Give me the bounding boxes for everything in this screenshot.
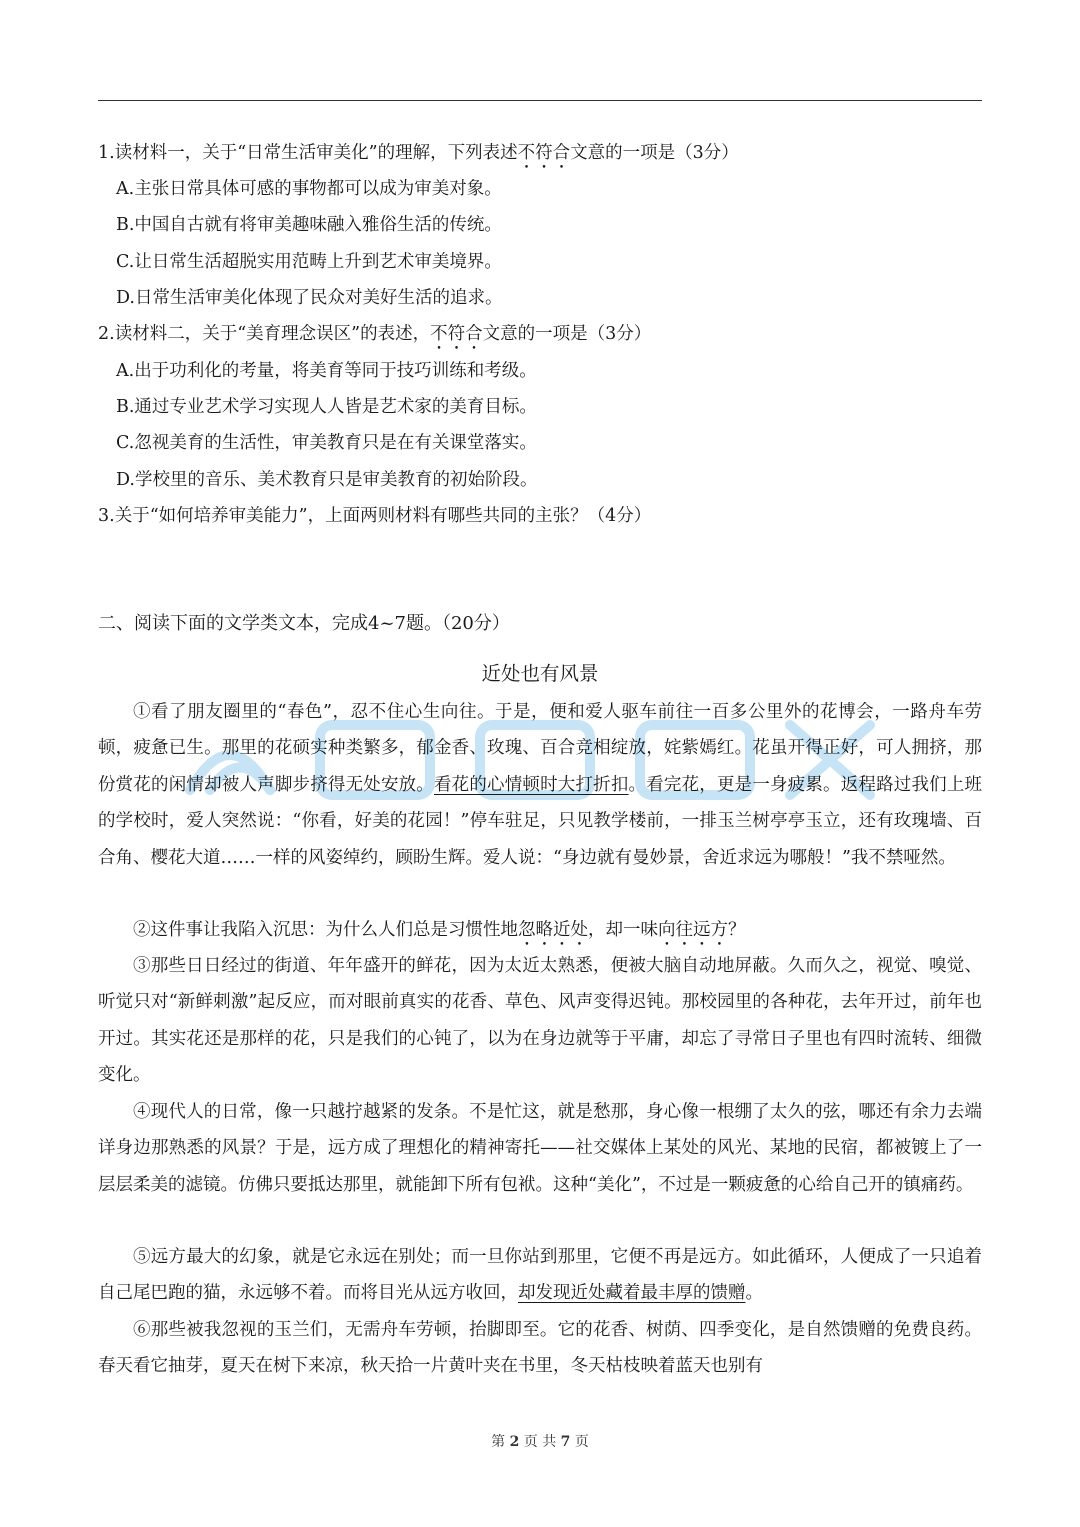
paragraph-1 [98, 694, 982, 876]
question-1-emphasis: 不符合 [517, 143, 571, 163]
paragraph-4: ④现代人的日常，像一只越拧越紧的发条。不是忙这，就是愁那，身心像一根绷了太久的弦，哪还有余力去端详身边那熟悉的风景？于是，远方成了理想化的精神寄托——社交媒体上某处的风光、某地的民宿，都被镀上了一层层柔美的滤镜。仿佛只要抵达那里，就能卸下所有包袱。这种“美化”，不过是一颗疲惫的心给自己开的镇痛药。 [98, 1102, 982, 1195]
question-2-emphasis: 不符合 [430, 324, 483, 344]
paragraph-5-text-b: 。 [745, 1283, 763, 1304]
paragraph-6: ⑥那些被我忽视的玉兰们，无需舟车劳顿，抬脚即至。它的花香、树荫、四季变化，是自然馈赠的免费良药。春天看它抽芽，夏天在树下来凉，秋天拾一片黄叶夹在书里，冬天枯枝映着蓝天也别有 [98, 1320, 982, 1377]
header-rule [98, 100, 982, 101]
footer-post: 页 [574, 1434, 589, 1450]
question-2-option-d: D.学校里的音乐、美术教育只是审美教育的初始阶段。 [116, 470, 538, 490]
question-1-option-b: B.中国自古就有将审美趣味融入雅俗生活的传统。 [116, 215, 502, 235]
paragraph-2 [98, 912, 982, 950]
question-1-option-d: D.日常生活审美化体现了民众对美好生活的追求。 [116, 288, 503, 308]
paragraph-5 [98, 1239, 982, 1312]
paragraph-2-text-c: ？ [728, 920, 746, 940]
question-1-stem-pre: 1.读材料一，关于“日常生活审美化”的理解，下列表述 [98, 143, 518, 163]
paragraph-1-underlined: 看花的心情顿时大打折扣 [434, 774, 629, 795]
question-2-option-a: A.出于功利化的考量，将美育等同于技巧训练和考级。 [116, 361, 537, 381]
section-heading: 二、阅读下面的文学类文本，完成4~7题。（20分） [98, 613, 510, 634]
footer-pre: 第 [491, 1434, 506, 1450]
question-2-option-b: B.通过专业艺术学习实现人人皆是艺术家的美育目标。 [116, 397, 537, 417]
paragraph-2-text-b: ，却一味 [588, 920, 658, 940]
question-2-stem-pre: 2.读材料二，关于“美育理念误区”的表述， [98, 324, 431, 344]
question-1-stem [98, 141, 739, 173]
question-3-stem: 3.关于“如何培养审美能力”，上面两则材料有哪些共同的主张？（4分） [98, 506, 652, 526]
paragraph-2-text-a: ②这件事让我陷入沉思：为什么人们总是习惯性地 [133, 920, 518, 940]
question-1-stem-post: 文意的一项是（3分） [570, 143, 739, 163]
footer-mid: 页 共 [523, 1434, 557, 1450]
paragraph-2-emphasis-2: 向往远方 [658, 920, 728, 940]
paragraph-2-emphasis-1: 忽略近处 [518, 920, 588, 940]
paragraph-5-text-a: ⑤远方最大的幻象，就是它永远在别处；而一旦你站到那里，它便不再是远方。如此循环，人便成了一只追着自己尾巴跑的猫，永远够不着。而将目光从远方收回， [98, 1247, 982, 1304]
paragraph-1-text-a: ①看了朋友圈里的“春色”，忍不住心生向往。于是，便和爱人驱车前往一百多公里外的花博会，一路舟车劳顿，疲惫已生。那里的花硕实种类繁多，郁金香、玫瑰、百合竞相绽放，姹紫嫣红。花虽开得正好，可人拥挤，那份赏花的闲情却被人声脚步挤得无处安放。 [98, 702, 982, 795]
page-footer [0, 1431, 1080, 1451]
question-2-stem [98, 322, 651, 354]
footer-total-pages: 7 [560, 1434, 571, 1450]
paragraph-3: ③那些日日经过的街道、年年盛开的鲜花，因为太近太熟悉，便被大脑自动地屏蔽。久而久之，视觉、嗅觉、听觉只对“新鲜刺激”起反应，而对眼前真实的花香、草色、风声变得迟钝。那校园里的各种花，去年开过，前年也开过。其实花还是那样的花，只是我们的心钝了，以为在身边就等于平庸，却忘了寻常日子里也有四时流转、细微变化。 [98, 956, 982, 1086]
question-1-option-a: A.主张日常具体可感的事物都可以成为审美对象。 [116, 179, 502, 199]
article-title: 近处也有风景 [481, 662, 599, 685]
paragraph-1-text-b: 。看完花，更是一身疲累。返程路过我们上班的学校时，爱人突然说：“你看，好美的花园！”停车驻足，只见教学楼前，一排玉兰树亭亭玉立，还有玫瑰墙、百合角、樱花大道……一样的风姿绰约，顾盼生辉。爱人说：“身边就有曼妙景，舍近求远为哪般！”我不禁哑然。 [98, 774, 983, 868]
question-1-option-c: C.让日常生活超脱实用范畴上升到艺术审美境界。 [116, 252, 502, 272]
footer-page-number: 2 [509, 1434, 520, 1450]
question-2-option-c: C.忽视美育的生活性，审美教育只是在有关课堂落实。 [116, 433, 537, 453]
question-2-stem-post: 文意的一项是（3分） [482, 324, 652, 344]
paragraph-5-underlined: 却发现近处藏着最丰厚的馈赠 [518, 1283, 746, 1304]
